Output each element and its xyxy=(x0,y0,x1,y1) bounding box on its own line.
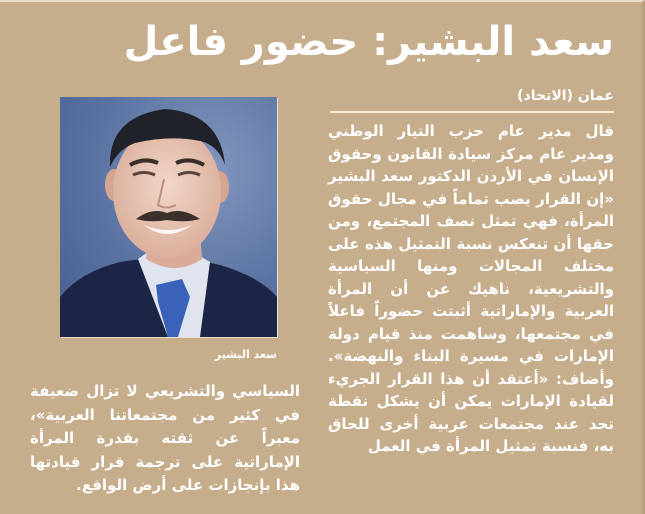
article-body-left: السياسي والتشريعي لا تزال ضعيفة في كثير من مجتمعاتنا العربية»، معبراً عن ثقته بقدرة المرأة الإماراتية على ترجمة قرار قيادتها هذا بإنجازات على أرض الواقع. xyxy=(30,382,300,494)
portrait-photo xyxy=(60,97,277,337)
dateline: عمان (الاتحاد) xyxy=(517,88,614,104)
portrait-illustration xyxy=(60,97,277,337)
headline: سعد البشير: حضور فاعل xyxy=(123,19,614,65)
photo-caption: سعد البشير xyxy=(214,348,277,361)
article-column-right xyxy=(328,120,614,458)
divider xyxy=(330,111,614,113)
article-body-right: قال مدير عام حزب التيار الوطني ومدير عام مركز سيادة القانون وحقوق الإنسان في الأردن الدكتور سعد البشير «إن القرار يصب تماماً في مجال حقوق المرأة، فهي تمثل نصف المجتمع، ومن حقها أن تنعكس نسبة التمثيل هذه على مختلف المجالات ومنها السياسية والتشريعية، ناهيك عن أن المرأة العربية والإماراتية أثبتت حضوراً فاعلاً في مجتمعها، وساهمت منذ قيام دولة الإمارات في مسيرة البناء والنهضة». وأضاف: «أعتقد أن هذا القرار الجريء لقيادة الإمارات يمكن أن يشكل نقطة تحد عند مجتمعات عربية أخرى للحاق به، فنسبة تمثيل المرأة في العمل xyxy=(328,122,614,455)
article-column-left xyxy=(30,380,300,498)
